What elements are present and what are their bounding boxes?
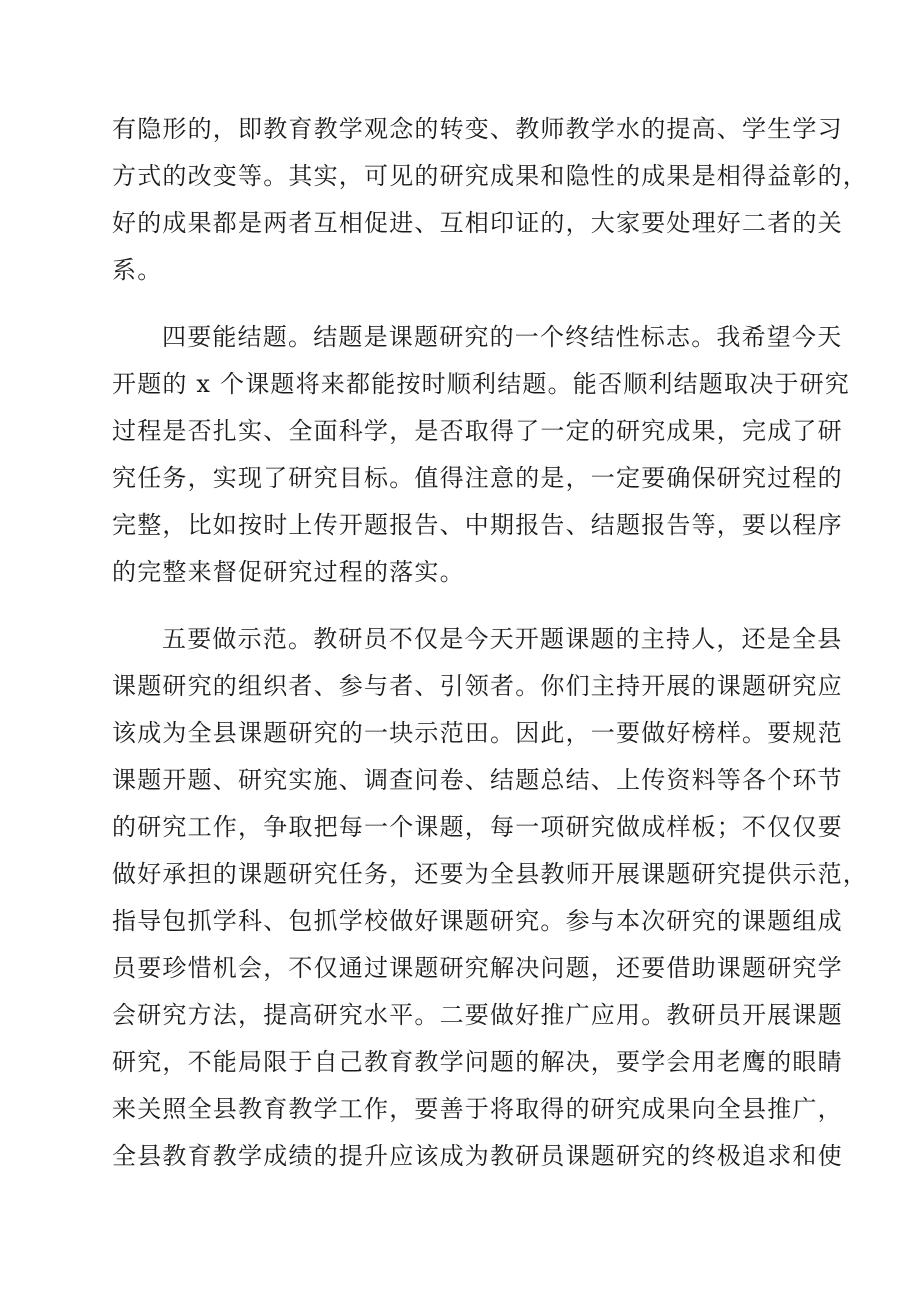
paragraph-3-line-8: 员要珍惜机会，不仅通过课题研究解决问题，还要借助课题研究学: [112, 954, 843, 982]
paragraph-1-line-4: 系。: [112, 256, 163, 284]
paragraph-3-line-11: 来关照全县教育教学工作，要善于将取得的研究成果向全县推广，: [112, 1095, 843, 1123]
paragraph-1-line-3: 好的成果都是两者互相促进、互相印证的，大家要处理好二者的关: [112, 209, 843, 237]
paragraph-3-line-12: 全县教育教学成绩的提升应该成为教研员课题研究的终极追求和使: [112, 1142, 843, 1170]
paragraph-2-line-2: 开题的 x 个课题将来都能按时顺利结题。能否顺利结题取决于研究: [112, 370, 850, 398]
paragraph-1-line-2: 方式的改变等。其实，可见的研究成果和隐性的成果是相得益彰的，: [112, 162, 868, 190]
paragraph-3-line-2: 课题研究的组织者、参与者、引领者。你们主持开展的课题研究应: [112, 672, 843, 700]
paragraph-3-line-7: 指导包抓学科、包抓学校做好课题研究。参与本次研究的课题组成: [112, 907, 843, 935]
paragraph-3-line-4: 课题开题、研究实施、调查问卷、结题总结、上传资料等各个环节: [112, 766, 843, 794]
paragraph-2-line-3: 过程是否扎实、全面科学，是否取得了一定的研究成果，完成了研: [112, 417, 843, 445]
paragraph-3-line-1: 五要做示范。教研员不仅是今天开题课题的主持人，还是全县: [162, 625, 843, 653]
paragraph-1-line-1: 有隐形的，即教育教学观念的转变、教师教学水的提高、学生学习: [112, 115, 843, 143]
paragraph-2-line-5: 完整，比如按时上传开题报告、中期报告、结题报告等，要以程序: [112, 511, 843, 539]
paragraph-3-line-6: 做好承担的课题研究任务，还要为全县教师开展课题研究提供示范，: [112, 860, 868, 888]
paragraph-3-line-5: 的研究工作，争取把每一个课题，每一项研究做成样板；不仅仅要: [112, 813, 843, 841]
paragraph-3-line-3: 该成为全县课题研究的一块示范田。因此，一要做好榜样。要规范: [112, 719, 843, 747]
paragraph-2-line-4: 究任务，实现了研究目标。值得注意的是，一定要确保研究过程的: [112, 464, 843, 492]
paragraph-2-line-6: 的完整来督促研究过程的落实。: [112, 558, 465, 586]
paragraph-3-line-9: 会研究方法，提高研究水平。二要做好推广应用。教研员开展课题: [112, 1001, 843, 1029]
paragraph-3-line-10: 研究，不能局限于自己教育教学问题的解决，要学会用老鹰的眼睛: [112, 1048, 843, 1076]
paragraph-2-line-1: 四要能结题。结题是课题研究的一个终结性标志。我希望今天: [162, 323, 843, 351]
